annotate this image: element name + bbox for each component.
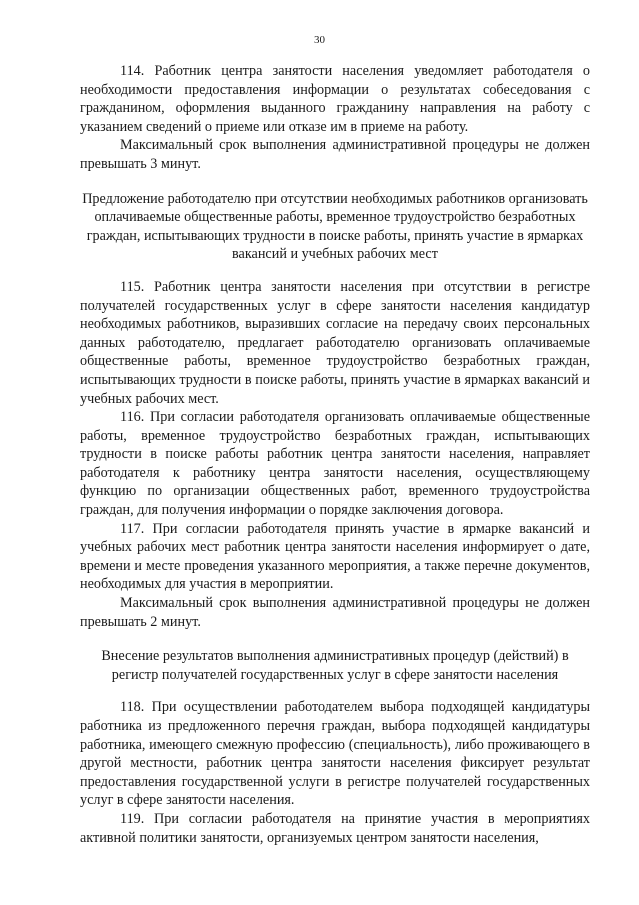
- section-heading-register-results: Внесение результатов выполнения административных процедур (действий) в регистр получателей государственных услуг в сфере занятости населения: [101, 648, 569, 683]
- paragraph-118: 118. При осуществлении работодателем выбора подходящей кандидатуры работника из предложенного перечня граждан, выбора подходящей кандидатуры работника, имеющего смежную профессию (специальность), либо проживающего в другой местности, работник центра занятости населения фиксирует результат предоставления государственной услуги в регистре получателей государственных услуг в сфере занятости населения.: [80, 699, 590, 809]
- paragraph-116: 116. При согласии работодателя организовать оплачиваемые общественные работы, временное трудоустройство безработных граждан, испытывающих трудности в поиске работы работник центра занятости населения, направляет работодателя к работнику центра занятости населения, осуществляющему функцию по организации общественных работ, временного трудоустройства граждан, для получения информации о порядке заключения договора.: [80, 409, 590, 519]
- page-number: 30: [314, 34, 325, 46]
- paragraph-time-limit-2: Максимальный срок выполнения административной процедуры не должен превышать 2 минут.: [80, 595, 590, 630]
- paragraph-114: 114. Работник центра занятости населения уведомляет работодателя о необходимости предоставления информации о результатах собеседования с гражданином, оформления выданного гражданину направления на работу с указанием сведений о приеме или отказе им в приеме на работу.: [80, 63, 590, 135]
- paragraph-119: 119. При согласии работодателя на принятие участия в мероприятиях активной политики занятости, организуемых центром занятости населения,: [80, 810, 590, 846]
- paragraph-115: 115. Работник центра занятости населения при отсутствии в регистре получателей государственных услуг в сфере занятости населения кандидатур необходимых работников, выразивших согласие на передачу своих персональных данных работодателю, предлагает работодателю организовать оплачиваемые общественные работы, временное трудоустройство безработных граждан, испытывающих трудности в поиске работы, принять участие в ярмарках вакансий и учебных рабочих мест.: [80, 278, 590, 407]
- document-body: [80, 62, 590, 847]
- paragraph-time-limit-3: Максимальный срок выполнения административной процедуры не должен превышать 3 минут.: [80, 137, 590, 172]
- paragraph-117: 117. При согласии работодателя принять участие в ярмарке вакансий и учебных рабочих мест работник центра занятости населения информирует о дате, времени и месте проведения указанного мероприятия, а также перечне документов, необходимых для участия в мероприятии.: [80, 520, 590, 593]
- section-heading-offer-employer: Предложение работодателю при отсутствии необходимых работников организовать оплачиваемые общественные работы, временное трудоустройство безработных граждан, испытывающих трудности в поиске работы, принять участие в ярмарках вакансий и учебных рабочих мест: [82, 190, 588, 263]
